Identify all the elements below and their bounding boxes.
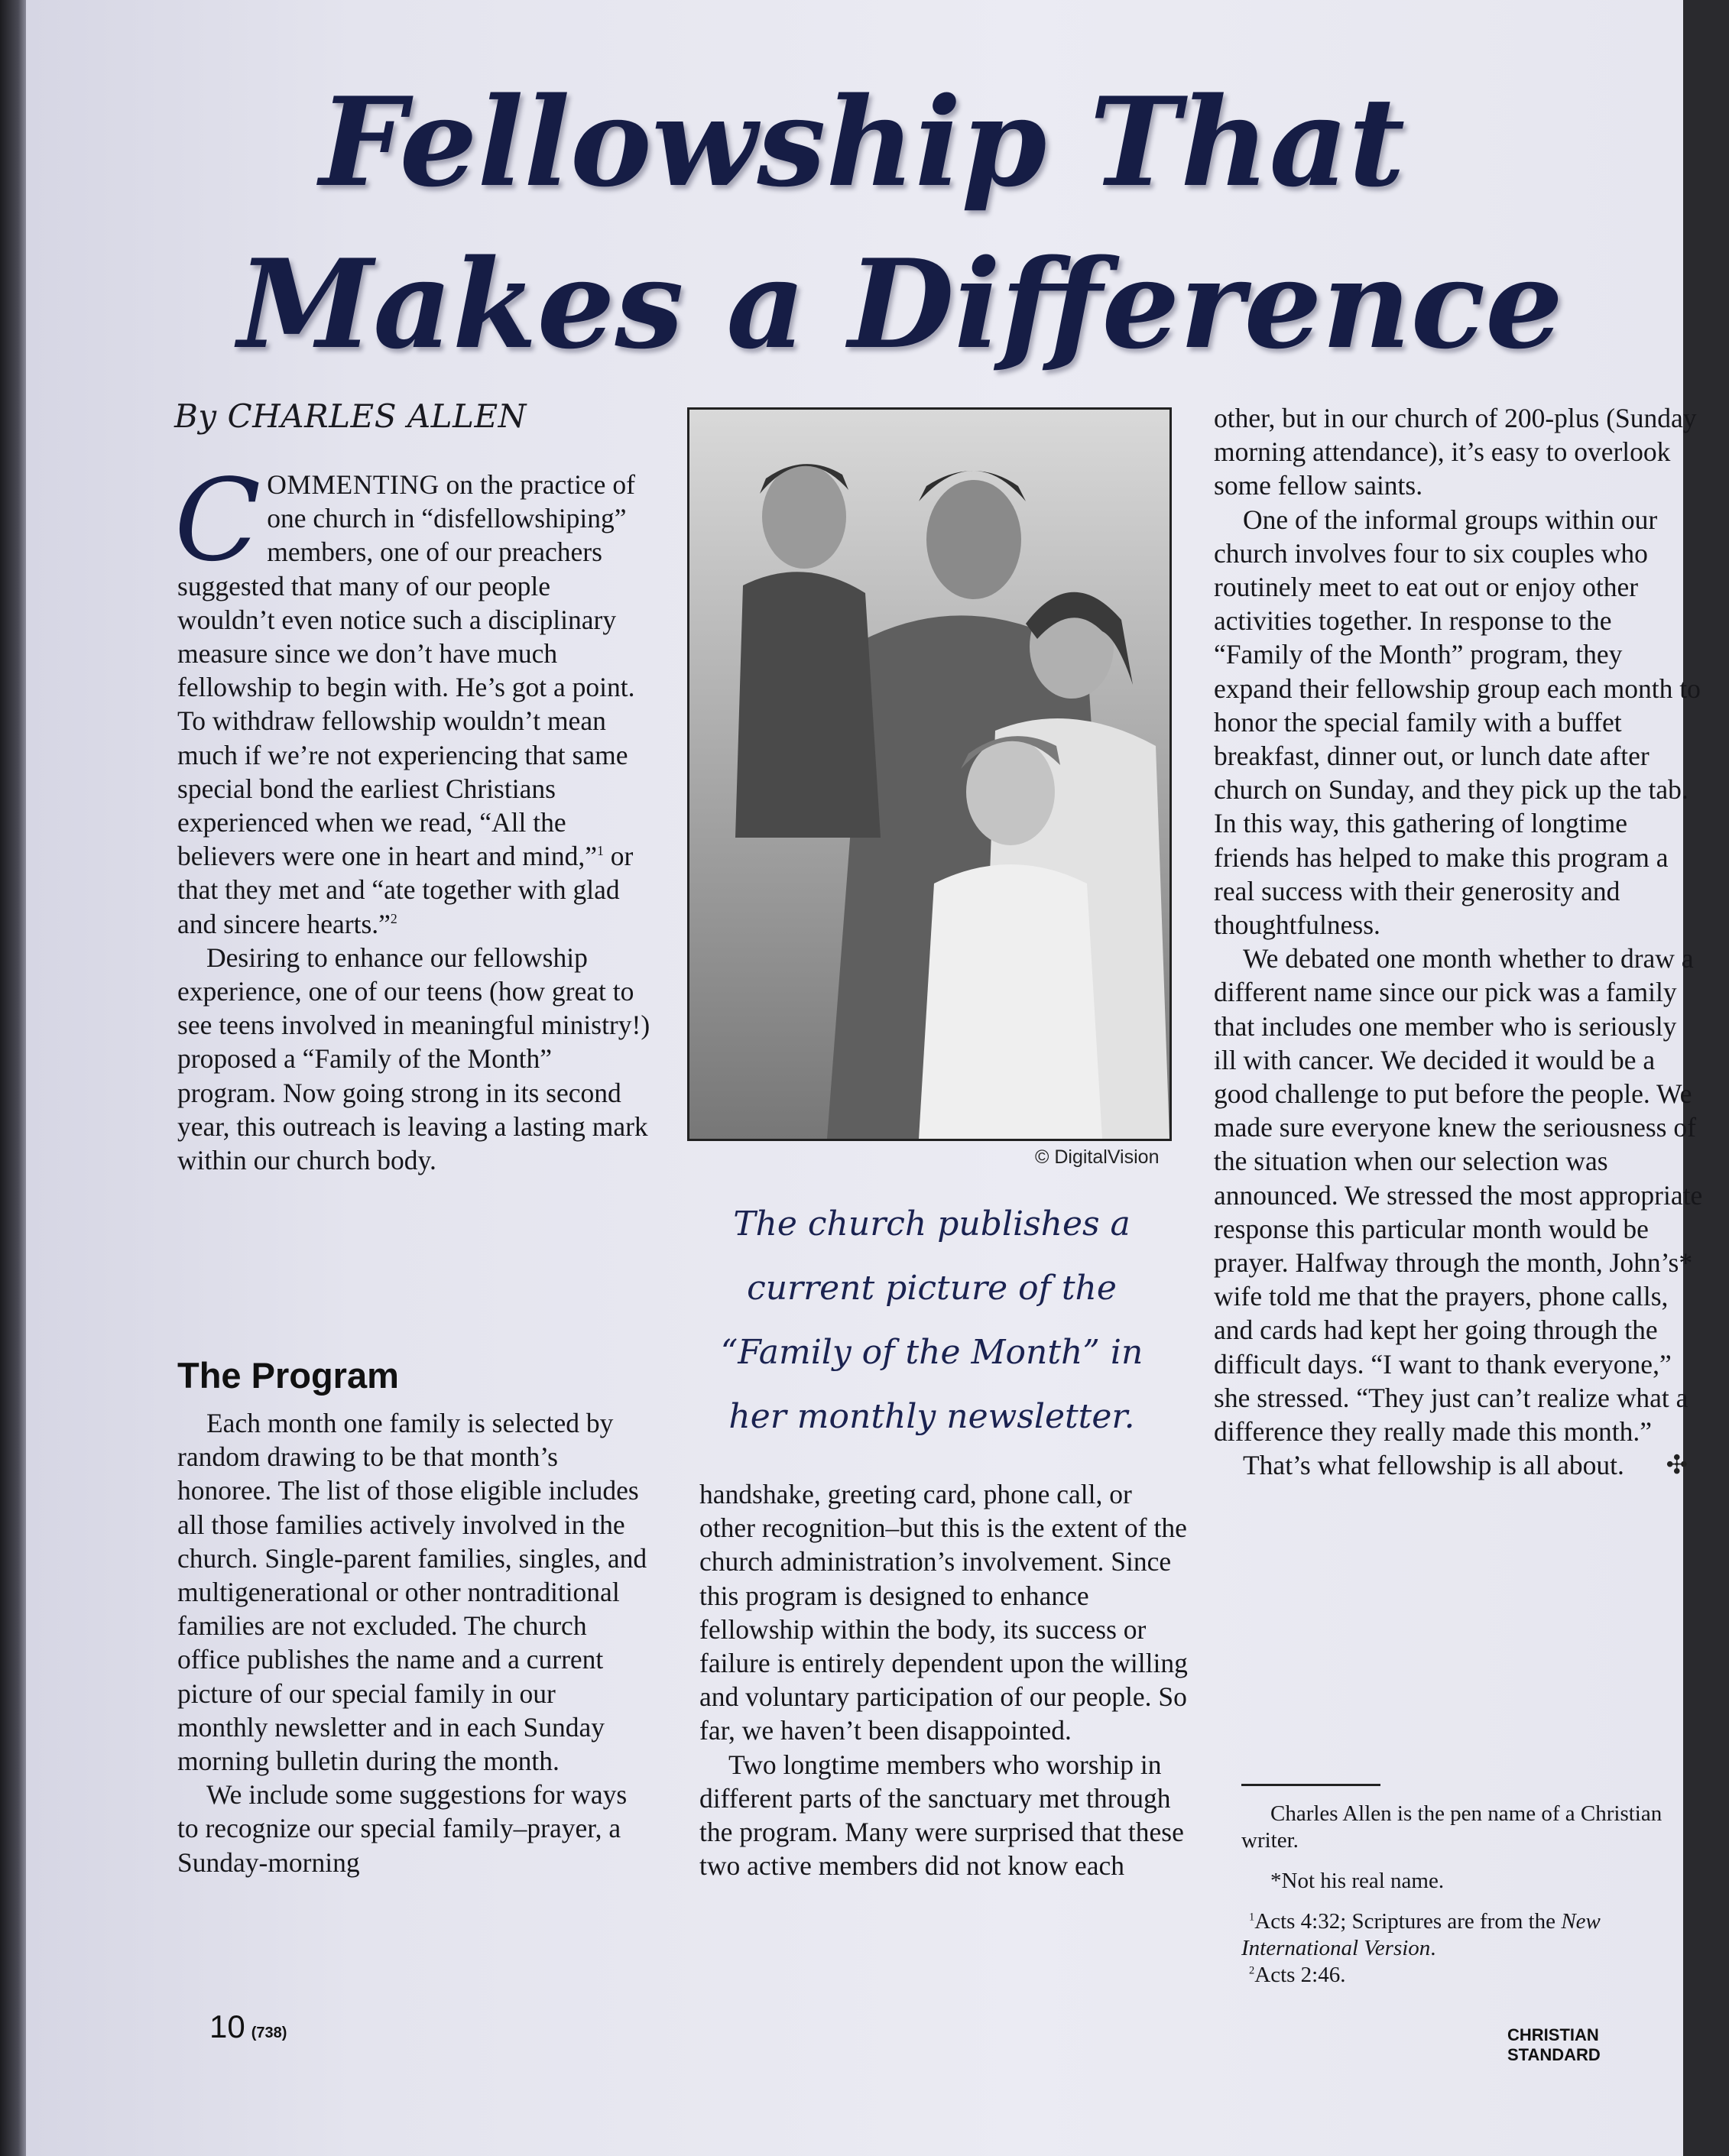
name-note: *Not his real name.	[1270, 1869, 1445, 1893]
column-3	[1214, 401, 1703, 1483]
paragraph: other, but in our church of 200-plus (Sunday morning attendance), it’s easy to overlook some fellow saints.	[1214, 403, 1697, 501]
family-photo	[687, 407, 1172, 1141]
author-bio: Charles Allen is the pen name of a Christian writer.	[1241, 1801, 1662, 1853]
opening-paragraph	[174, 455, 651, 941]
footnote-2	[1241, 1962, 1685, 1989]
footnote-1-version: New International Version	[1241, 1909, 1601, 1960]
magazine-name: CHRISTIAN STANDARD	[1507, 2025, 1601, 2064]
end-mark-icon: ✣	[1666, 1450, 1688, 1481]
closing-text: That’s what fellowship is all about.	[1243, 1450, 1624, 1481]
magazine-page	[26, 0, 1703, 2156]
paragraph: Two longtime members who worship in different parts of the sanctuary met through the program. Many were surprised that these two active members did not know each	[699, 1749, 1184, 1882]
paragraph: Each month one family is selected by random drawing to be that month’s honoree. The list of those eligible includes all those families actively involved in the church. Single-parent families, singles, and multigenerational or other nontraditional families are not excluded. The church office publishes the name and a current picture of our special family in our monthly newsletter and in each Sunday morning bulletin during the month.	[177, 1408, 647, 1777]
footnote-1-end: .	[1430, 1936, 1436, 1960]
page-number	[209, 2008, 287, 2045]
family-photo-illustration	[689, 410, 1169, 1139]
paragraph: handshake, greeting card, phone call, or other recognition–but this is the extent of the church administration’s involvement. Since this program is designed to enhance fellowship within the body, its success or failure is entirely dependent upon the willing and voluntary participation of our people. So far, we haven’t been disappointed.	[699, 1479, 1188, 1746]
lead-caps: OMMENTING	[267, 469, 440, 500]
title-line-1: Fellowship That	[319, 70, 1406, 214]
photo-credit: © DigitalVision	[1035, 1146, 1160, 1168]
footnote-1-text: Acts 4:32; Scriptures are from the	[1254, 1909, 1562, 1934]
paragraph: Desiring to enhance our fellowship experience, one of our teens (how great to see teens involved in meaningful ministry!) proposed a “Family of the Month” program. Now going strong in its second year, this outreach is leaving a lasting mark within our church body.	[177, 942, 650, 1176]
column-2	[699, 1477, 1189, 1882]
byline: By CHARLES ALLEN	[174, 397, 527, 435]
paragraph: We include some suggestions for ways to recognize our special family–prayer, a Sunday-morning	[177, 1779, 628, 1878]
pull-quote: The church publishes a current picture of the “Family of the Month” in her monthly newsletter.	[720, 1204, 1143, 1436]
section-heading: The Program	[177, 1355, 399, 1396]
page-binding-shadow	[0, 0, 26, 2156]
column-1-top	[174, 455, 651, 1177]
page-number-alt: (738)	[251, 2025, 287, 2041]
paragraph: We debated one month whether to draw a different name since our pick was a family that includes one member who is seriously ill with cancer. We decided it would be a good challenge to put before the people. We made sure everyone knew the seriousness of the situation when our selection was announced. We stressed the most appropriate response this particular month would be prayer. Halfway through the month, John’s* wife told me that the prayers, phone calls, and cards had kept her going through the difficult days. “I want to thank everyone,” she stressed. “They just can’t realize what a difference they really made this month.”	[1214, 943, 1703, 1448]
footnote-2-text: Acts 2:46.	[1254, 1963, 1346, 1987]
page-number-main: 10	[209, 2008, 245, 2044]
paragraph: One of the informal groups within our church involves four to six couples who routinely meet to eat out or enjoy other activities together. In response to the “Family of the Month” program, they expand their fellowship group each month to honor the special family with a buffet breakfast, dinner out, or lunch date after church on Sunday, and they pick up the tab. In this way, this gathering of longtime friends has helped to make this program a real success with their generosity and thoughtfulness.	[1214, 504, 1701, 941]
title-line-2: Makes a Difference	[238, 232, 1563, 376]
footnote-ref-2: 2	[390, 910, 397, 926]
footnote-1	[1241, 1908, 1685, 1962]
footnote-divider	[1241, 1784, 1380, 1786]
opening-text-end: or that they met and “ate together with glad and sincere hearts.”	[177, 841, 634, 939]
closing-paragraph	[1214, 1448, 1703, 1482]
drop-cap: C	[174, 455, 261, 586]
column-1-bottom	[177, 1406, 651, 1879]
footnote-1-number: 1	[1249, 1911, 1255, 1924]
footnote-ref-1: 1	[597, 843, 604, 859]
footnote-2-number: 2	[1249, 1964, 1255, 1977]
footnotes	[1241, 1801, 1685, 2002]
opening-text: on the practice of one church in “disfellowshiping” members, one of our preachers suggested that many of our people wouldn’t even notice such a disciplinary measure since we don’t have much fellowship to begin with. He’s got a point. To withdraw fellowship wouldn’t mean much if we’re not experiencing that same special bond the earliest Christians experienced when we read, “All the believers were one in heart and mind,”	[177, 469, 635, 872]
